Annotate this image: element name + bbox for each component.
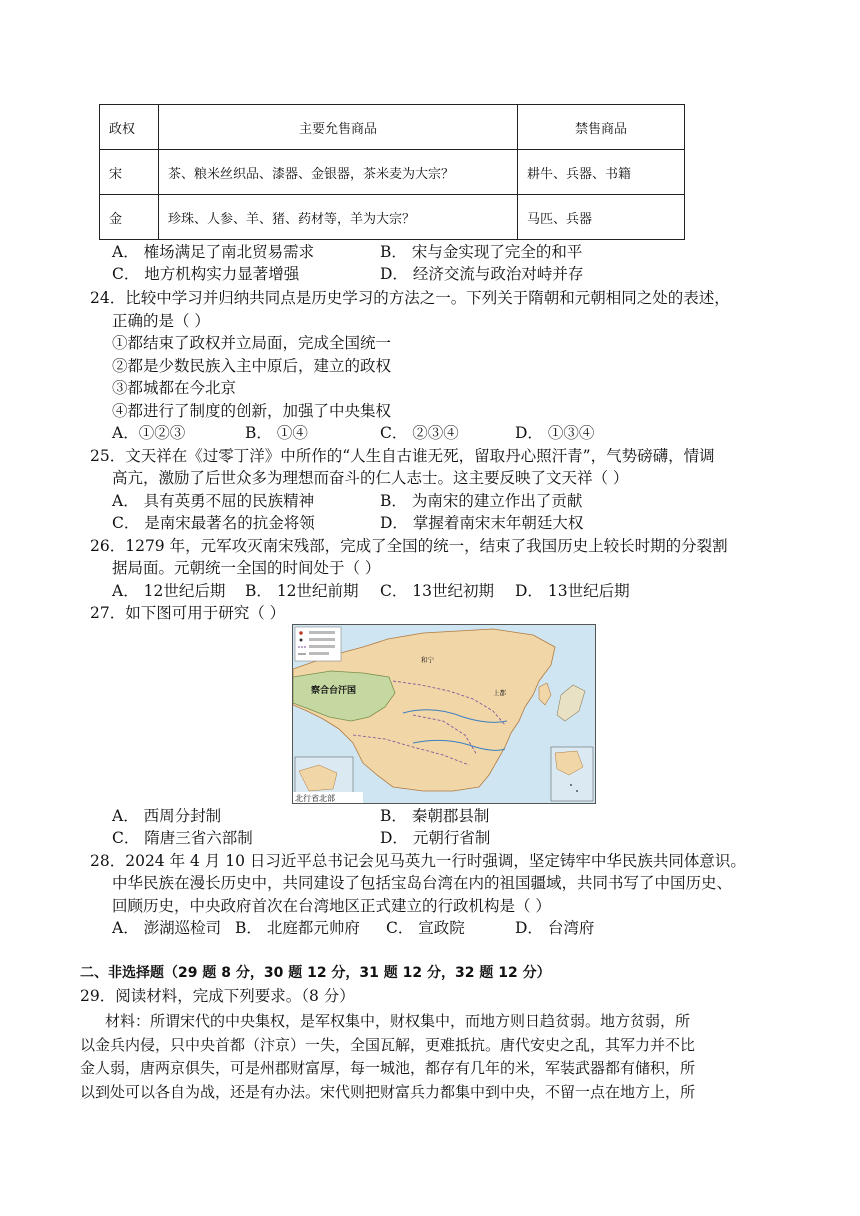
q28-stem-cont-2: 回顾历史，中央政府首次在台湾地区正式建立的行政机构是（ ） (112, 897, 551, 915)
table-row (100, 150, 685, 195)
q24-item-4: ④都进行了制度的创新，加强了中央集权 (112, 402, 392, 420)
q23-option-b: B． 宋与金实现了完全的和平 (380, 243, 583, 261)
q28-option-a: A． 澎湖巡检司 (112, 919, 222, 937)
map-label-capital: 上都 (493, 689, 506, 697)
q25-option-d: D． 掌握着南宋末年朝廷大权 (380, 514, 584, 532)
q29-material-line-3: 金人弱，唐两京俱失，可是州郡财富厚，每一城池，都存有几年的米，军装武器都有储积，所 (80, 1059, 696, 1077)
q25-stem: 25．文天祥在《过零丁洋》中所作的“人生自古谁无死，留取丹心照汗青”，气势磅礴，情调 (90, 447, 715, 465)
map-label-city: 和宁 (421, 656, 434, 664)
q24-option-a: A．①②③ (112, 424, 186, 442)
q24-item-3: ③都城都在今北京 (112, 379, 237, 397)
q24-option-c: C． ②③④ (380, 424, 459, 442)
q25-option-b: B． 为南宋的建立作出了贡献 (380, 492, 583, 510)
q27-stem: 27．如下图可用于研究（ ） (90, 604, 286, 622)
table-row (100, 195, 685, 240)
section-title: 二、非选择题（29 题 8 分，30 题 12 分，31 题 12 分，32 题 12 分） (80, 965, 551, 981)
q27-option-d: D． 元朝行省制 (380, 829, 491, 847)
table-cell: 珍珠、人参、羊、猪、药材等，羊为大宗？ (159, 195, 518, 240)
q24-stem-cont: 正确的是（ ） (112, 312, 210, 330)
q27-option-a: A． 西周分封制 (112, 807, 222, 825)
q23-option-d: D． 经济交流与政治对峙并存 (380, 265, 584, 283)
q23-option-a: A． 榷场满足了南北贸易需求 (112, 243, 315, 261)
table-cell: 茶、粮米丝织品、漆器、金银器，茶米麦为大宗？ (159, 150, 518, 195)
table-header-cell: 禁售商品 (518, 105, 685, 150)
map-caption: 北行省北部 (295, 794, 335, 803)
table-cell: 金 (100, 195, 159, 240)
table-header-cell: 主要允售商品 (159, 105, 518, 150)
q26-stem-cont: 据局面。元朝统一全国的时间处于（ ） (112, 559, 381, 577)
q24-stem: 24．比较中学习并归纳共同点是历史学习的方法之一。下列关于隋朝和元朝相同之处的表述， (90, 289, 730, 307)
q26-option-a: A． 12世纪后期 (112, 582, 226, 600)
table-cell: 马匹、兵器 (518, 195, 685, 240)
q29-material-line-4: 以到处可以各自为战，还是有办法。宋代则把财富兵力都集中到中央，不留一点在地方上，所 (80, 1083, 696, 1101)
table-cell: 耕牛、兵器、书籍 (518, 150, 685, 195)
q25-stem-cont: 高亢，激励了后世众多为理想而奋斗的仁人志士。这主要反映了文天祥（ ） (112, 469, 629, 487)
q28-option-b: B． 北庭都元帅府 (235, 919, 360, 937)
q27-option-b: B． 秦朝郡县制 (380, 807, 490, 825)
q26-option-b: B． 12世纪前期 (245, 582, 359, 600)
q24-option-d: D． ①③④ (515, 424, 595, 442)
q26-option-c: C． 13世纪初期 (380, 582, 495, 600)
yuan-dynasty-map (292, 624, 596, 804)
map-image (293, 625, 595, 803)
table-header-cell: 政权 (100, 105, 159, 150)
q28-stem-cont-1: 中华民族在漫长历史中，共同建设了包括宝岛台湾在内的祖国疆域，共同书写了中国历史、 (112, 874, 733, 892)
table-cell: 宋 (100, 150, 159, 195)
q26-stem: 26．1279 年，元军攻灭南宋残部，完成了全国的统一，结束了我国历史上较长时期的分裂割 (90, 537, 728, 555)
q25-option-a: A． 具有英勇不屈的民族精神 (112, 492, 315, 510)
q23-option-c: C． 地方机构实力显著增强 (112, 265, 300, 283)
q29-material-line-1: 材料：所谓宋代的中央集权，是军权集中，财权集中，而地方则日趋贫弱。地方贫弱，所 (105, 1012, 691, 1030)
q24-item-2: ②都是少数民族入主中原后，建立的政权 (112, 357, 392, 375)
q24-option-b: B． ①④ (245, 424, 308, 442)
q28-stem: 28．2024 年 4 月 10 日习近平总书记会见马英九一行时强调，坚定铸牢中华民族共同体意识。 (90, 852, 746, 870)
q27-option-c: C． 隋唐三省六部制 (112, 829, 253, 847)
q29-stem: 29．阅读材料，完成下列要求。（8 分） (80, 987, 355, 1005)
map-label-region: 察合台汗国 (311, 686, 357, 696)
q28-option-c: C． 宣政院 (386, 919, 465, 937)
table-header-row (100, 105, 685, 150)
q29-material-line-2: 以金兵内侵，只中央首都（汴京）一失，全国瓦解，更难抵抗。唐代安史之乱，其军力并不比 (80, 1036, 696, 1054)
trade-table (99, 104, 685, 240)
q26-option-d: D． 13世纪后期 (515, 582, 630, 600)
q28-option-d: D． 台湾府 (515, 919, 595, 937)
q24-item-1: ①都结束了政权并立局面，完成全国统一 (112, 334, 392, 352)
q25-option-c: C． 是南宋最著名的抗金将领 (112, 514, 315, 532)
